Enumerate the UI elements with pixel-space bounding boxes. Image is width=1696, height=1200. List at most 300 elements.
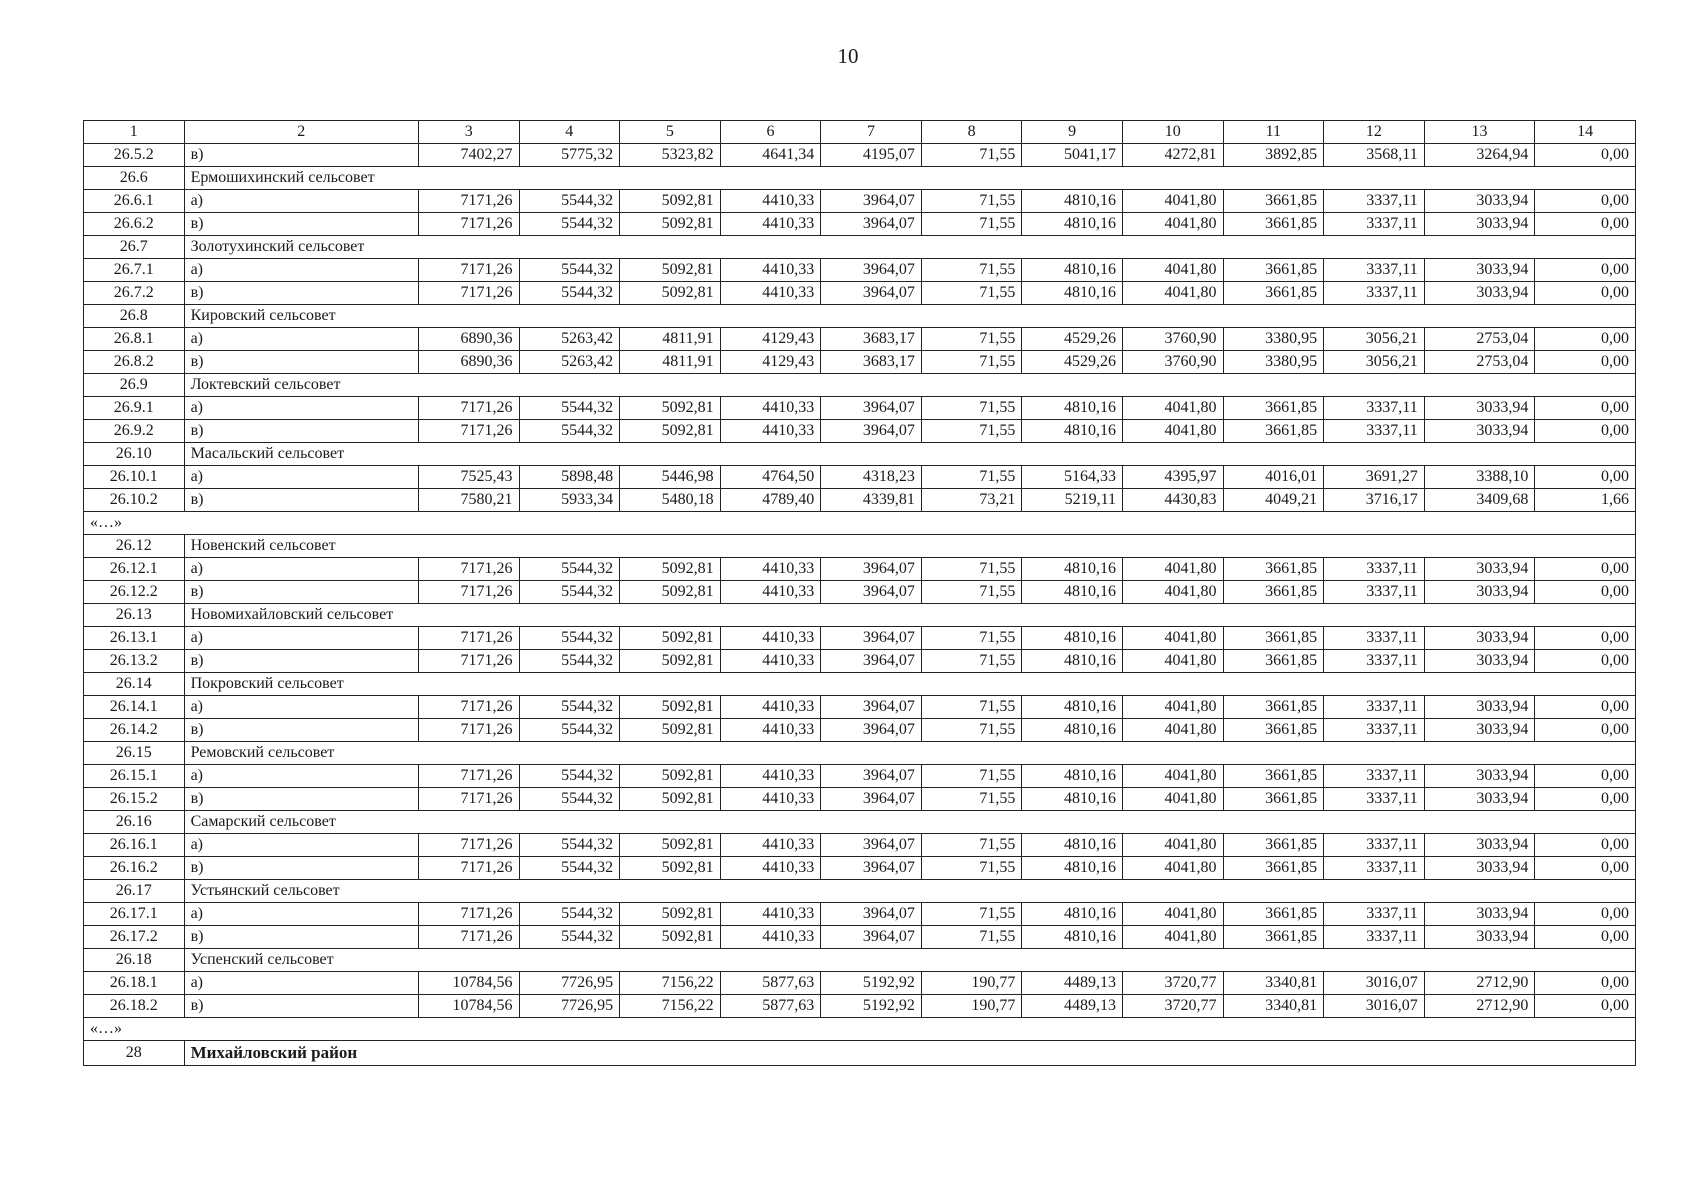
header-row	[84, 121, 1636, 144]
value-cell: 4410,33	[720, 857, 821, 880]
value-cell: 3964,07	[821, 926, 922, 949]
value-cell: 0,00	[1535, 466, 1636, 489]
row-number: 26.7.2	[84, 282, 185, 305]
row-label: в)	[184, 144, 418, 167]
row-number: 26.8.1	[84, 328, 185, 351]
value-cell: 5544,32	[519, 420, 620, 443]
value-cell: 4410,33	[720, 627, 821, 650]
row-label: в)	[184, 581, 418, 604]
value-cell: 3568,11	[1324, 144, 1425, 167]
value-cell: 3964,07	[821, 627, 922, 650]
omission-mark: «…»	[84, 512, 1636, 535]
value-cell: 4430,83	[1122, 489, 1223, 512]
value-cell: 71,55	[921, 719, 1022, 742]
row-label: в)	[184, 926, 418, 949]
value-cell: 3964,07	[821, 765, 922, 788]
value-cell: 3033,94	[1424, 926, 1535, 949]
value-cell: 4810,16	[1022, 259, 1123, 282]
table-row	[84, 581, 1636, 604]
value-cell: 5092,81	[620, 903, 721, 926]
value-cell: 4016,01	[1223, 466, 1324, 489]
value-cell: 4318,23	[821, 466, 922, 489]
value-cell: 4810,16	[1022, 627, 1123, 650]
section-row	[84, 811, 1636, 834]
value-cell: 3661,85	[1223, 213, 1324, 236]
value-cell: 4041,80	[1122, 903, 1223, 926]
value-cell: 4041,80	[1122, 558, 1223, 581]
value-cell: 7171,26	[418, 558, 519, 581]
value-cell: 5092,81	[620, 213, 721, 236]
section-row	[84, 604, 1636, 627]
value-cell: 5544,32	[519, 857, 620, 880]
value-cell: 3661,85	[1223, 696, 1324, 719]
value-cell: 7171,26	[418, 696, 519, 719]
value-cell: 4041,80	[1122, 857, 1223, 880]
value-cell: 3892,85	[1223, 144, 1324, 167]
value-cell: 3964,07	[821, 581, 922, 604]
header-cell: 11	[1223, 121, 1324, 144]
value-cell: 3964,07	[821, 857, 922, 880]
table-row	[84, 788, 1636, 811]
header-cell: 1	[84, 121, 185, 144]
value-cell: 4195,07	[821, 144, 922, 167]
value-cell: 7580,21	[418, 489, 519, 512]
value-cell: 0,00	[1535, 995, 1636, 1018]
header-cell: 12	[1324, 121, 1425, 144]
row-number: 26.6.2	[84, 213, 185, 236]
table-row	[84, 489, 1636, 512]
value-cell: 4810,16	[1022, 558, 1123, 581]
row-number: 26.12.1	[84, 558, 185, 581]
value-cell: 3033,94	[1424, 259, 1535, 282]
section-number: 26.17	[84, 880, 185, 903]
value-cell: 3337,11	[1324, 719, 1425, 742]
row-label: в)	[184, 857, 418, 880]
section-row	[84, 949, 1636, 972]
value-cell: 4641,34	[720, 144, 821, 167]
table-row	[84, 144, 1636, 167]
row-label: а)	[184, 765, 418, 788]
value-cell: 3716,17	[1324, 489, 1425, 512]
value-cell: 3661,85	[1223, 834, 1324, 857]
value-cell: 4272,81	[1122, 144, 1223, 167]
value-cell: 0,00	[1535, 282, 1636, 305]
value-cell: 3964,07	[821, 903, 922, 926]
value-cell: 3661,85	[1223, 259, 1324, 282]
row-number: 26.14.1	[84, 696, 185, 719]
value-cell: 0,00	[1535, 420, 1636, 443]
value-cell: 4041,80	[1122, 765, 1223, 788]
section-number: 26.7	[84, 236, 185, 259]
value-cell: 5219,11	[1022, 489, 1123, 512]
row-number: 26.15.1	[84, 765, 185, 788]
value-cell: 0,00	[1535, 144, 1636, 167]
value-cell: 7171,26	[418, 650, 519, 673]
value-cell: 3033,94	[1424, 558, 1535, 581]
value-cell: 7171,26	[418, 834, 519, 857]
value-cell: 5092,81	[620, 788, 721, 811]
value-cell: 5544,32	[519, 397, 620, 420]
value-cell: 7726,95	[519, 995, 620, 1018]
value-cell: 7156,22	[620, 995, 721, 1018]
value-cell: 5877,63	[720, 972, 821, 995]
value-cell: 0,00	[1535, 581, 1636, 604]
table-row	[84, 466, 1636, 489]
table-row	[84, 903, 1636, 926]
value-cell: 5544,32	[519, 926, 620, 949]
value-cell: 4041,80	[1122, 259, 1223, 282]
value-cell: 5092,81	[620, 834, 721, 857]
value-cell: 5092,81	[620, 926, 721, 949]
value-cell: 5544,32	[519, 719, 620, 742]
row-number: 26.10.1	[84, 466, 185, 489]
value-cell: 0,00	[1535, 190, 1636, 213]
value-cell: 3337,11	[1324, 857, 1425, 880]
value-cell: 71,55	[921, 213, 1022, 236]
value-cell: 7171,26	[418, 627, 519, 650]
section-title: Кировский сельсовет	[184, 305, 1635, 328]
value-cell: 5192,92	[821, 972, 922, 995]
value-cell: 5092,81	[620, 627, 721, 650]
table-row	[84, 995, 1636, 1018]
value-cell: 5544,32	[519, 627, 620, 650]
omission-row	[84, 1018, 1636, 1041]
section-title: Успенский сельсовет	[184, 949, 1635, 972]
value-cell: 0,00	[1535, 397, 1636, 420]
header-cell: 2	[184, 121, 418, 144]
value-cell: 3033,94	[1424, 581, 1535, 604]
value-cell: 4410,33	[720, 719, 821, 742]
value-cell: 4339,81	[821, 489, 922, 512]
row-number: 26.9.2	[84, 420, 185, 443]
section-row	[84, 236, 1636, 259]
value-cell: 5263,42	[519, 328, 620, 351]
row-number: 26.6.1	[84, 190, 185, 213]
value-cell: 3661,85	[1223, 397, 1324, 420]
value-cell: 3661,85	[1223, 190, 1324, 213]
value-cell: 3033,94	[1424, 190, 1535, 213]
value-cell: 3964,07	[821, 397, 922, 420]
value-cell: 7171,26	[418, 719, 519, 742]
value-cell: 3033,94	[1424, 857, 1535, 880]
value-cell: 3964,07	[821, 788, 922, 811]
value-cell: 4410,33	[720, 696, 821, 719]
value-cell: 6890,36	[418, 351, 519, 374]
value-cell: 3388,10	[1424, 466, 1535, 489]
value-cell: 5164,33	[1022, 466, 1123, 489]
row-label: в)	[184, 788, 418, 811]
value-cell: 4410,33	[720, 650, 821, 673]
value-cell: 3337,11	[1324, 627, 1425, 650]
value-cell: 5092,81	[620, 581, 721, 604]
header-cell: 7	[821, 121, 922, 144]
value-cell: 7171,26	[418, 926, 519, 949]
value-cell: 5544,32	[519, 282, 620, 305]
value-cell: 0,00	[1535, 765, 1636, 788]
value-cell: 3033,94	[1424, 903, 1535, 926]
value-cell: 3056,21	[1324, 351, 1425, 374]
value-cell: 7171,26	[418, 765, 519, 788]
value-cell: 3964,07	[821, 834, 922, 857]
row-label: в)	[184, 282, 418, 305]
value-cell: 71,55	[921, 903, 1022, 926]
value-cell: 5544,32	[519, 259, 620, 282]
table-row	[84, 926, 1636, 949]
value-cell: 7171,26	[418, 903, 519, 926]
section-title: Новомихайловский сельсовет	[184, 604, 1635, 627]
value-cell: 71,55	[921, 558, 1022, 581]
value-cell: 5092,81	[620, 397, 721, 420]
value-cell: 71,55	[921, 581, 1022, 604]
table-row	[84, 259, 1636, 282]
table-row	[84, 857, 1636, 880]
value-cell: 4810,16	[1022, 397, 1123, 420]
row-number: 26.16.1	[84, 834, 185, 857]
value-cell: 4810,16	[1022, 190, 1123, 213]
value-cell: 3337,11	[1324, 558, 1425, 581]
value-cell: 4810,16	[1022, 788, 1123, 811]
value-cell: 71,55	[921, 834, 1022, 857]
value-cell: 3340,81	[1223, 995, 1324, 1018]
section-title: Локтевский сельсовет	[184, 374, 1635, 397]
table-row	[84, 351, 1636, 374]
value-cell: 7171,26	[418, 213, 519, 236]
value-cell: 4410,33	[720, 788, 821, 811]
value-cell: 71,55	[921, 788, 1022, 811]
value-cell: 7726,95	[519, 972, 620, 995]
value-cell: 3661,85	[1223, 558, 1324, 581]
value-cell: 3033,94	[1424, 696, 1535, 719]
omission-mark: «…»	[84, 1018, 1636, 1041]
value-cell: 4041,80	[1122, 213, 1223, 236]
value-cell: 3033,94	[1424, 765, 1535, 788]
value-cell: 1,66	[1535, 489, 1636, 512]
value-cell: 5092,81	[620, 558, 721, 581]
value-cell: 7525,43	[418, 466, 519, 489]
value-cell: 3720,77	[1122, 995, 1223, 1018]
value-cell: 7171,26	[418, 190, 519, 213]
value-cell: 3683,17	[821, 351, 922, 374]
section-number: 26.18	[84, 949, 185, 972]
section-row	[84, 880, 1636, 903]
section-row	[84, 535, 1636, 558]
value-cell: 0,00	[1535, 213, 1636, 236]
table-row	[84, 397, 1636, 420]
table-row	[84, 558, 1636, 581]
table-row	[84, 650, 1636, 673]
value-cell: 3760,90	[1122, 328, 1223, 351]
value-cell: 0,00	[1535, 650, 1636, 673]
value-cell: 3661,85	[1223, 788, 1324, 811]
value-cell: 4410,33	[720, 259, 821, 282]
row-number: 26.12.2	[84, 581, 185, 604]
value-cell: 2712,90	[1424, 972, 1535, 995]
value-cell: 4041,80	[1122, 788, 1223, 811]
value-cell: 4489,13	[1022, 972, 1123, 995]
value-cell: 7171,26	[418, 788, 519, 811]
value-cell: 71,55	[921, 627, 1022, 650]
value-cell: 3964,07	[821, 650, 922, 673]
value-cell: 0,00	[1535, 259, 1636, 282]
value-cell: 5446,98	[620, 466, 721, 489]
value-cell: 190,77	[921, 972, 1022, 995]
value-cell: 0,00	[1535, 857, 1636, 880]
value-cell: 4410,33	[720, 213, 821, 236]
value-cell: 4810,16	[1022, 926, 1123, 949]
value-cell: 71,55	[921, 328, 1022, 351]
section-number: 26.10	[84, 443, 185, 466]
value-cell: 7402,27	[418, 144, 519, 167]
value-cell: 4810,16	[1022, 581, 1123, 604]
section-number: 26.8	[84, 305, 185, 328]
row-number: 26.13.1	[84, 627, 185, 650]
row-label: а)	[184, 834, 418, 857]
value-cell: 5544,32	[519, 834, 620, 857]
value-cell: 3337,11	[1324, 282, 1425, 305]
value-cell: 3337,11	[1324, 581, 1425, 604]
value-cell: 3661,85	[1223, 765, 1324, 788]
value-cell: 4041,80	[1122, 834, 1223, 857]
value-cell: 5092,81	[620, 650, 721, 673]
value-cell: 3337,11	[1324, 190, 1425, 213]
omission-row	[84, 512, 1636, 535]
value-cell: 4410,33	[720, 190, 821, 213]
value-cell: 5544,32	[519, 190, 620, 213]
row-number: 26.16.2	[84, 857, 185, 880]
value-cell: 3691,27	[1324, 466, 1425, 489]
value-cell: 4041,80	[1122, 190, 1223, 213]
row-label: в)	[184, 995, 418, 1018]
row-number: 26.18.1	[84, 972, 185, 995]
header-cell: 3	[418, 121, 519, 144]
value-cell: 3033,94	[1424, 282, 1535, 305]
value-cell: 4810,16	[1022, 420, 1123, 443]
value-cell: 5544,32	[519, 558, 620, 581]
value-cell: 4410,33	[720, 282, 821, 305]
table-row	[84, 213, 1636, 236]
value-cell: 190,77	[921, 995, 1022, 1018]
value-cell: 4764,50	[720, 466, 821, 489]
section-row	[84, 673, 1636, 696]
value-cell: 71,55	[921, 857, 1022, 880]
value-cell: 4529,26	[1022, 328, 1123, 351]
section-title: Ермошихинский сельсовет	[184, 167, 1635, 190]
value-cell: 3033,94	[1424, 834, 1535, 857]
value-cell: 5092,81	[620, 259, 721, 282]
value-cell: 3760,90	[1122, 351, 1223, 374]
value-cell: 4811,91	[620, 351, 721, 374]
header-cell: 14	[1535, 121, 1636, 144]
value-cell: 4810,16	[1022, 903, 1123, 926]
value-cell: 71,55	[921, 420, 1022, 443]
value-cell: 5877,63	[720, 995, 821, 1018]
value-cell: 3337,11	[1324, 903, 1425, 926]
value-cell: 4041,80	[1122, 397, 1223, 420]
value-cell: 7171,26	[418, 420, 519, 443]
section-number: 26.12	[84, 535, 185, 558]
value-cell: 4410,33	[720, 834, 821, 857]
row-label: в)	[184, 213, 418, 236]
value-cell: 2753,04	[1424, 351, 1535, 374]
value-cell: 5480,18	[620, 489, 721, 512]
value-cell: 4810,16	[1022, 719, 1123, 742]
value-cell: 4041,80	[1122, 719, 1223, 742]
value-cell: 3337,11	[1324, 420, 1425, 443]
value-cell: 3409,68	[1424, 489, 1535, 512]
value-cell: 3661,85	[1223, 926, 1324, 949]
row-label: в)	[184, 650, 418, 673]
value-cell: 0,00	[1535, 696, 1636, 719]
value-cell: 5933,34	[519, 489, 620, 512]
value-cell: 4810,16	[1022, 857, 1123, 880]
value-cell: 3337,11	[1324, 788, 1425, 811]
row-label: а)	[184, 696, 418, 719]
row-label: а)	[184, 397, 418, 420]
value-cell: 4041,80	[1122, 696, 1223, 719]
value-cell: 10784,56	[418, 972, 519, 995]
page-number: 10	[837, 44, 859, 68]
value-cell: 3964,07	[821, 213, 922, 236]
value-cell: 5041,17	[1022, 144, 1123, 167]
value-cell: 3337,11	[1324, 213, 1425, 236]
value-cell: 0,00	[1535, 926, 1636, 949]
header-cell: 8	[921, 121, 1022, 144]
row-label: а)	[184, 972, 418, 995]
table-row	[84, 420, 1636, 443]
value-cell: 3337,11	[1324, 650, 1425, 673]
value-cell: 2753,04	[1424, 328, 1535, 351]
value-cell: 3661,85	[1223, 627, 1324, 650]
district-title: Михайловский район	[184, 1041, 1635, 1066]
row-label: в)	[184, 420, 418, 443]
table-row	[84, 696, 1636, 719]
section-number: 26.16	[84, 811, 185, 834]
table-row	[84, 282, 1636, 305]
value-cell: 4529,26	[1022, 351, 1123, 374]
value-cell: 5092,81	[620, 696, 721, 719]
value-cell: 4410,33	[720, 581, 821, 604]
table-row	[84, 719, 1636, 742]
value-cell: 4041,80	[1122, 581, 1223, 604]
section-number: 26.14	[84, 673, 185, 696]
value-cell: 4041,80	[1122, 627, 1223, 650]
value-cell: 4049,21	[1223, 489, 1324, 512]
row-number: 26.17.2	[84, 926, 185, 949]
value-cell: 3964,07	[821, 190, 922, 213]
value-cell: 5544,32	[519, 903, 620, 926]
value-cell: 5092,81	[620, 719, 721, 742]
value-cell: 3264,94	[1424, 144, 1535, 167]
header-cell: 5	[620, 121, 721, 144]
value-cell: 5775,32	[519, 144, 620, 167]
value-cell: 5092,81	[620, 190, 721, 213]
row-number: 26.10.2	[84, 489, 185, 512]
section-row	[84, 167, 1636, 190]
value-cell: 5544,32	[519, 696, 620, 719]
value-cell: 71,55	[921, 282, 1022, 305]
row-label: а)	[184, 328, 418, 351]
section-number: 26.13	[84, 604, 185, 627]
value-cell: 71,55	[921, 351, 1022, 374]
section-title: Покровский сельсовет	[184, 673, 1635, 696]
value-cell: 0,00	[1535, 903, 1636, 926]
value-cell: 7156,22	[620, 972, 721, 995]
section-title: Ремовский сельсовет	[184, 742, 1635, 765]
value-cell: 4810,16	[1022, 213, 1123, 236]
section-number: 26.6	[84, 167, 185, 190]
value-cell: 3016,07	[1324, 995, 1425, 1018]
row-number: 26.13.2	[84, 650, 185, 673]
